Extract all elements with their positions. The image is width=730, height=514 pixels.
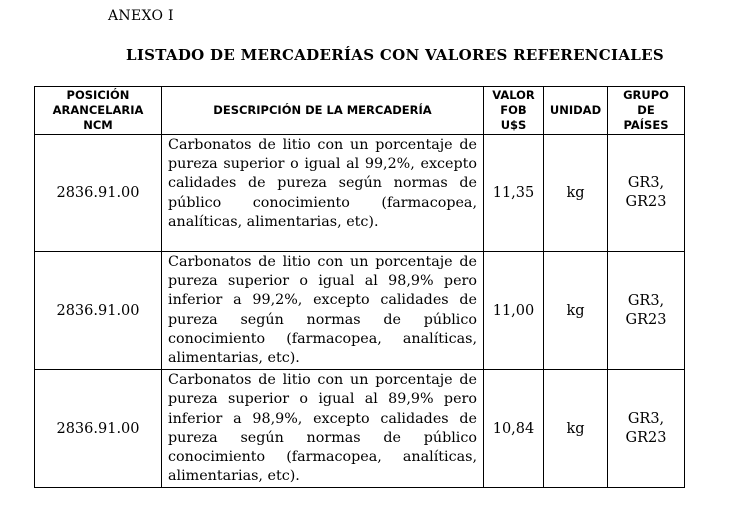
cell-posicion: 2836.91.00 [35,135,162,252]
header-grupo-line: PAÍSES [623,118,669,132]
header-unidad: UNIDAD [544,87,608,135]
cell-valor: 10,84 [484,370,544,488]
cell-unidad: kg [544,252,608,370]
cell-grupo-line: GR3, [627,292,665,309]
header-valor-line: FOB [500,103,527,117]
header-valor-line: VALOR [492,88,535,102]
cell-unidad: kg [544,135,608,252]
header-posicion-line: ARANCELARIA [52,103,144,117]
cell-grupo-line: GR23 [625,311,667,328]
cell-grupo-line: GR3, [627,175,665,191]
table-row [35,252,685,370]
header-posicion-line: POSICIÓN [66,88,130,102]
cell-valor: 11,00 [484,252,544,370]
table-row [35,135,685,252]
header-descripcion: DESCRIPCIÓN DE LA MERCADERÍA [162,87,484,135]
cell-descripcion: Carbonatos de litio con un porcentaje de pureza superior o igual al 99,2%, excepto calidades de pureza según normas de público conocimiento (farmacopea, analíticas, alimentarias, etc). [162,135,484,252]
cell-grupo-line: GR23 [625,194,667,210]
header-valor [484,87,544,135]
cell-posicion: 2836.91.00 [35,370,162,488]
cell-posicion: 2836.91.00 [35,252,162,370]
cell-grupo-line: GR23 [625,429,667,446]
document-title: LISTADO DE MERCADERÍAS CON VALORES REFERENCIALES [125,46,665,64]
merchandise-table [34,86,685,488]
cell-descripcion: Carbonatos de litio con un porcentaje de pureza superior o igual al 98,9% pero inferior a 99,2%, excepto calidades de pureza según normas de público conocimiento (farmacopea, analíticas, alimentarias, etc). [162,252,484,370]
cell-valor: 11,35 [484,135,544,252]
header-grupo-line: GRUPO [623,88,669,102]
header-valor-line: U$S [500,118,527,132]
header-grupo [608,87,685,135]
header-grupo-line: DE [637,103,655,117]
cell-grupo [608,252,685,370]
cell-grupo [608,370,685,488]
annex-label: ANEXO I [108,8,174,24]
table-header-row [35,87,685,135]
cell-grupo [608,135,685,252]
cell-grupo-line: GR3, [627,410,665,427]
cell-unidad: kg [544,370,608,488]
table-row [35,370,685,488]
header-posicion-line: NCM [83,118,113,132]
cell-descripcion: Carbonatos de litio con un porcentaje de pureza superior o igual al 89,9% pero inferior a 98,9%, excepto calidades de pureza según normas de público conocimiento (farmacopea, analíticas, alimentarias, etc). [162,370,484,488]
header-posicion [35,87,162,135]
